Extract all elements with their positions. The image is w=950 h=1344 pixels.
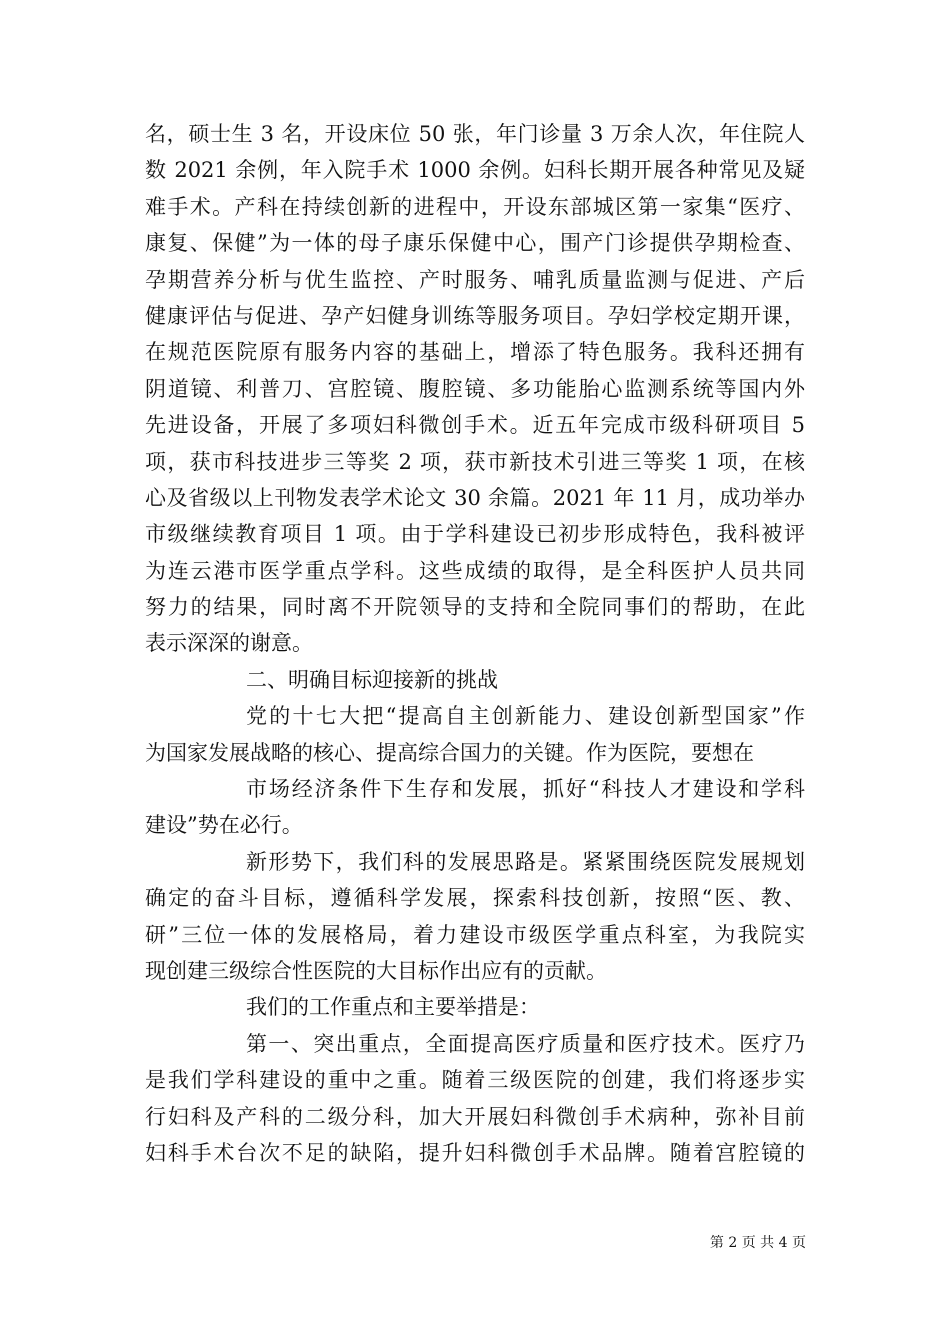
text-line: 在规范医院原有服务内容的基础上，增添了特色服务。我科还拥有: [145, 340, 805, 365]
text-line: 名，硕士生 3 名，开设床位 50 张，年门诊量 3 万余人次，年住院人: [145, 122, 805, 146]
text-line: 先进设备，开展了多项妇科微创手术。近五年完成市级科研项目 5: [145, 413, 805, 438]
text-line: 孕期营养分析与优生监控、产时服务、哺乳质量监测与促进、产后: [145, 267, 805, 292]
text-line: 新形势下，我们科的发展思路是。紧紧围绕医院发展规划: [246, 849, 805, 874]
text-line: 市级继续教育项目 1 项。由于学科建设已初步形成特色，我科被评: [145, 522, 805, 547]
text-line: 妇科手术台次不足的缺陷，提升妇科微创手术品牌。随着宫腔镜的: [145, 1140, 805, 1165]
body-text: [145, 116, 805, 1171]
text-line: 为连云港市医学重点学科。这些成绩的取得，是全科医护人员共同: [145, 558, 805, 583]
text-line: 确定的奋斗目标，遵循科学发展，探索科技创新，按照“医、教、: [145, 886, 805, 911]
text-line: 二、明确目标迎接新的挑战: [246, 667, 498, 692]
text-line: 阴道镜、利普刀、宫腔镜、腹腔镜、多功能胎心监测系统等国内外: [145, 376, 805, 401]
text-line: 行妇科及产科的二级分科，加大开展妇科微创手术病种，弥补目前: [145, 1104, 805, 1129]
text-line: 康复、保健”为一体的母子康乐保健中心，围产门诊提供孕期检查、: [145, 231, 805, 256]
text-line: 表示深深的谢意。: [145, 631, 313, 656]
text-line: 数 2021 余例，年入院手术 1000 余例。妇科长期开展各种常见及疑: [145, 158, 805, 183]
text-line: 难手术。产科在持续创新的进程中，开设东部城区第一家集“医疗、: [145, 194, 805, 219]
text-line: 研”三位一体的发展格局，着力建设市级医学重点科室，为我院实: [145, 922, 805, 947]
page-number: 第 2 页 共 4 页: [709, 1235, 806, 1251]
text-line: 第一、突出重点，全面提高医疗质量和医疗技术。医疗乃: [246, 1031, 805, 1056]
text-line: 健康评估与促进、孕产妇健身训练等服务项目。孕妇学校定期开课，: [145, 303, 805, 328]
text-line: 是我们学科建设的重中之重。随着三级医院的创建，我们将逐步实: [145, 1068, 805, 1093]
text-line: 市场经济条件下生存和发展，抓好“科技人才建设和学科: [246, 777, 805, 802]
text-line: 项，获市科技进步三等奖 2 项，获市新技术引进三等奖 1 项，在核: [145, 449, 805, 474]
text-line: 我们的工作重点和主要举措是：: [246, 995, 540, 1020]
text-line: 为国家发展战略的核心、提高综合国力的关键。作为医院，要想在: [145, 740, 754, 765]
text-line: 心及省级以上刊物发表学术论文 30 余篇。2021 年 11 月，成功举办: [145, 485, 805, 510]
text-line: 建设”势在必行。: [145, 813, 303, 838]
text-line: 现创建三级综合性医院的大目标作出应有的贡献。: [145, 958, 607, 983]
text-line: 努力的结果，同时离不开院领导的支持和全院同事们的帮助，在此: [145, 595, 805, 620]
text-line: 党的十七大把“提高自主创新能力、建设创新型国家”作: [246, 704, 805, 729]
